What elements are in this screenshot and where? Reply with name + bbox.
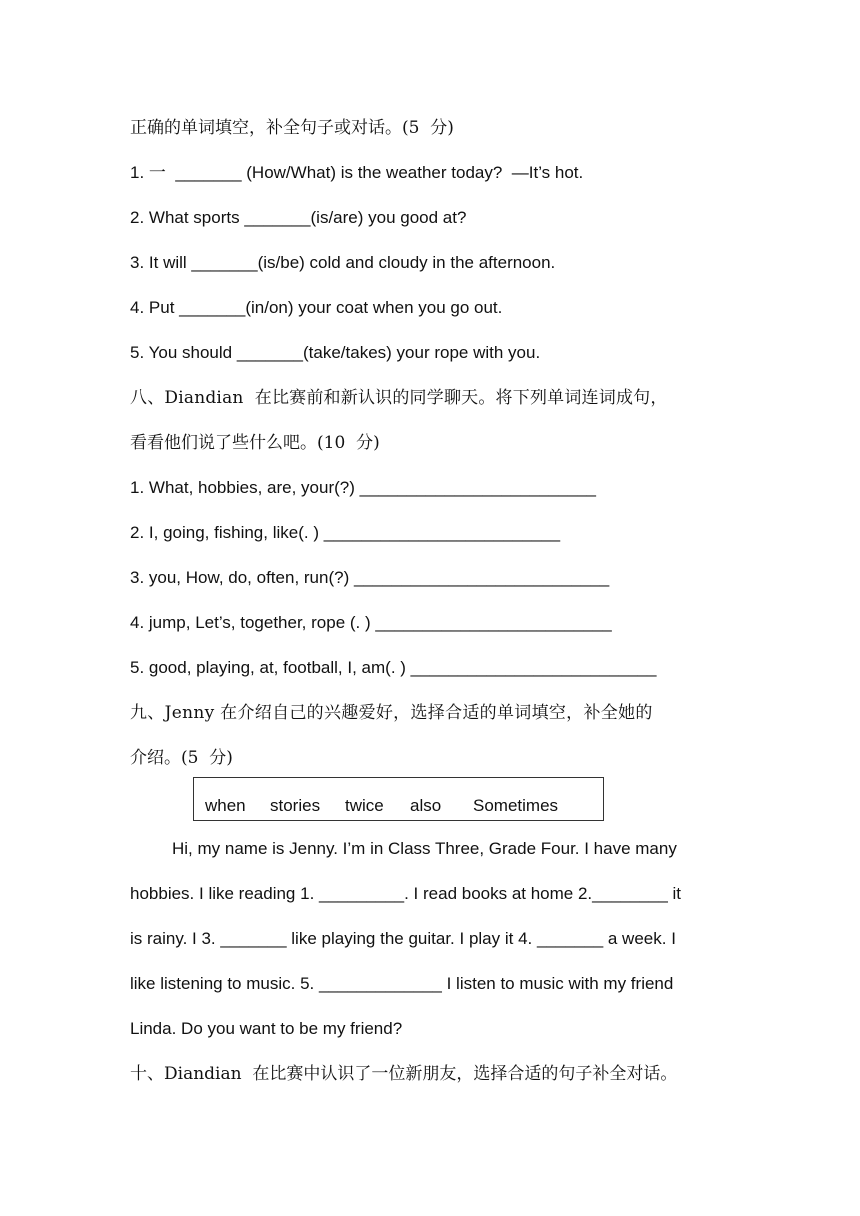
word-bank-box [193,777,604,821]
question-7-4: 4. Put _______(in/on) your coat when you go out. [130,298,503,317]
question-8-3: 3. you, How, do, often, run(?) ___________________________ [130,568,610,587]
word-bank-item: Sometimes [473,796,559,815]
passage-line-2: hobbies. I like reading 1. _________. I read books at home 2.________ it [130,884,682,903]
section-10-heading: 十、Diandian 在比赛中认识了一位新朋友，选择合适的句子补全对话。 [130,1064,678,1084]
question-7-3: 3. It will _______(is/be) cold and cloudy in the afternoon. [130,253,556,272]
word-bank-item: twice [345,796,384,815]
question-7-2: 2. What sports _______(is/are) you good at? [130,208,467,227]
question-8-5: 5. good, playing, at, football, I, am(. ) __________________________ [130,658,657,677]
word-bank-item: stories [270,796,321,815]
section-9-heading-line-1: 九、Jenny 在介绍自己的兴趣爱好，选择合适的单词填空，补全她的 [130,703,653,723]
word-bank-item: when [205,796,246,815]
question-8-1: 1. What, hobbies, are, your(?) _________________________ [130,478,596,497]
section-9-heading-line-2: 介绍。(5 分) [130,748,233,768]
question-8-4: 4. jump, Let’s, together, rope (. ) _________________________ [130,613,612,632]
section-8-heading-line-1: 八、Diandian 在比赛前和新认识的同学聊天。将下列单词连词成句， [130,388,668,408]
passage-line-4: like listening to music. 5. _____________ I listen to music with my friend [130,974,674,993]
passage-line-3: is rainy. I 3. _______ like playing the guitar. I play it 4. _______ a week. I [130,929,676,948]
question-8-2: 2. I, going, fishing, like(. ) _________________________ [130,523,561,542]
question-7-1: 1. 一 _______ (How/What) is the weather today? —It’s hot. [130,163,584,182]
section-8-heading-line-2: 看看他们说了些什么吧。(10 分) [130,433,380,453]
passage-line-5: Linda. Do you want to be my friend? [130,1019,403,1038]
question-7-5: 5. You should _______(take/takes) your rope with you. [130,343,541,362]
word-bank-item: also [410,796,442,815]
section-7-heading: 正确的单词填空，补全句子或对话。(5 分) [130,118,454,138]
passage-line-1: Hi, my name is Jenny. I’m in Class Three, Grade Four. I have many [172,839,677,858]
